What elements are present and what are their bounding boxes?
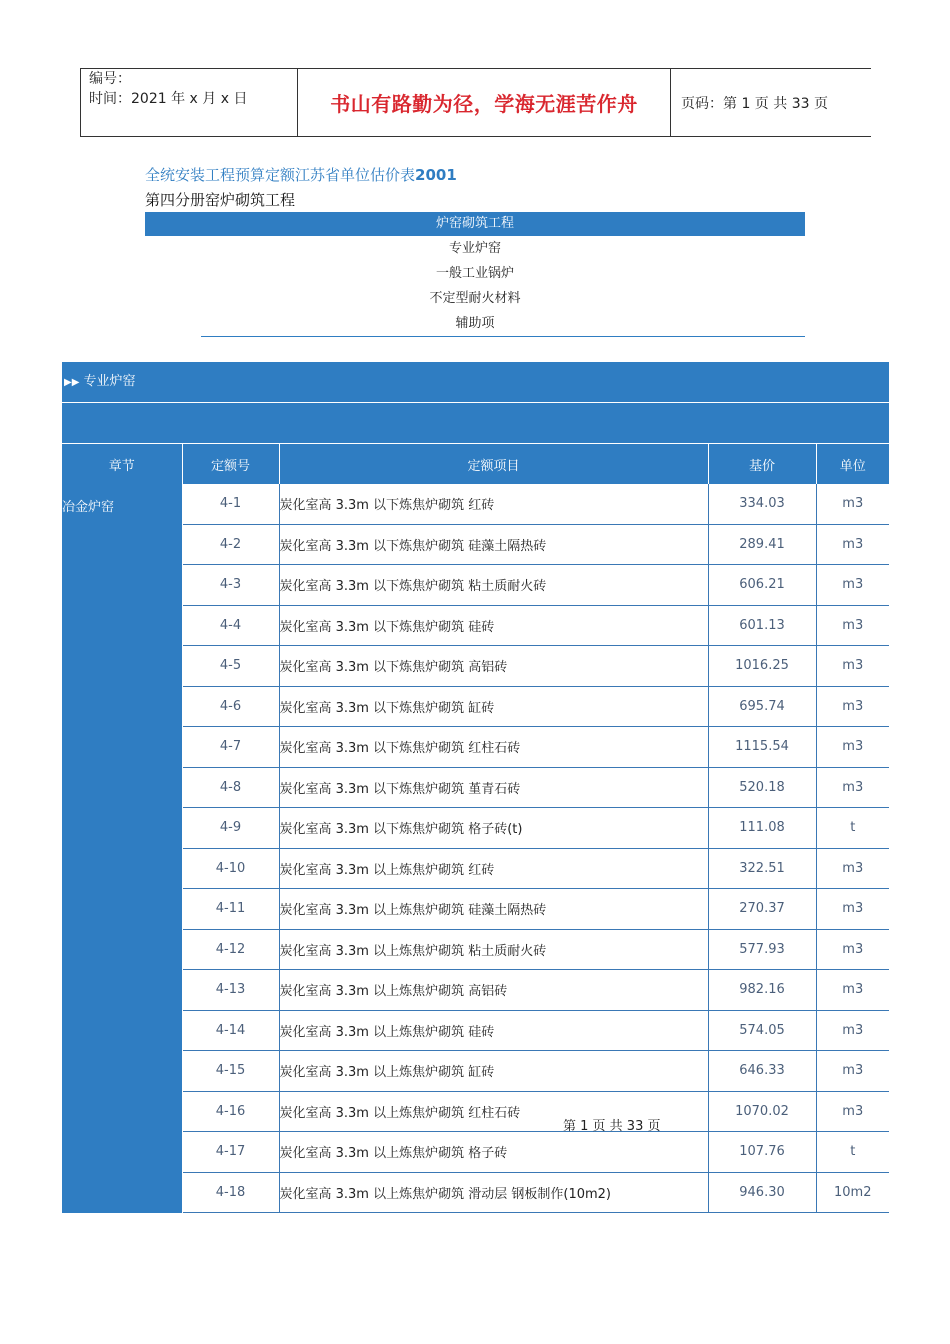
item-cell[interactable]: 炭化室高 3.3m 以下炼焦炉砌筑 格子砖(t) (279, 808, 708, 849)
table-row[interactable] (62, 1132, 889, 1173)
price-cell: 1070.02 (708, 1091, 816, 1132)
code-cell: 4-9 (182, 808, 279, 849)
table-row[interactable] (62, 565, 889, 606)
col-header-price: 基价 (708, 444, 816, 484)
table-row[interactable] (62, 524, 889, 565)
page-label: 页码：第 1 页 共 33 页 (681, 95, 828, 112)
unit-cell: m3 (816, 889, 889, 930)
item-cell[interactable]: 炭化室高 3.3m 以下炼焦炉砌筑 硅砖 (279, 605, 708, 646)
document-title-text: 全统安装工程预算定额江苏省单位估价表 (145, 166, 416, 184)
code-cell: 4-1 (182, 484, 279, 524)
nav-divider (201, 336, 805, 337)
number-label: 编号： (89, 71, 131, 87)
category-nav (145, 212, 805, 336)
item-cell[interactable]: 炭化室高 3.3m 以下炼焦炉砌筑 粘土质耐火砖 (279, 565, 708, 606)
price-cell: 577.93 (708, 929, 816, 970)
price-cell: 289.41 (708, 524, 816, 565)
table-row[interactable] (62, 1010, 889, 1051)
price-cell: 601.13 (708, 605, 816, 646)
unit-cell: m3 (816, 1091, 889, 1132)
code-cell: 4-10 (182, 848, 279, 889)
item-cell[interactable]: 炭化室高 3.3m 以下炼焦炉砌筑 缸砖 (279, 686, 708, 727)
nav-item-unshaped-refractory[interactable]: 不定型耐火材料 (429, 291, 521, 306)
nav-item-auxiliary[interactable]: 辅助项 (455, 316, 495, 331)
price-cell: 1016.25 (708, 646, 816, 687)
code-cell: 4-15 (182, 1051, 279, 1092)
nav-item-industrial-boiler[interactable]: 一般工业锅炉 (435, 266, 514, 281)
unit-cell: m3 (816, 524, 889, 565)
unit-cell: m3 (816, 484, 889, 524)
panel-spacer-bar (62, 403, 889, 444)
unit-cell: m3 (816, 970, 889, 1011)
col-header-code: 定额号 (182, 444, 279, 484)
unit-cell: m3 (816, 727, 889, 768)
col-header-item: 定额项目 (279, 444, 708, 484)
table-row[interactable] (62, 929, 889, 970)
code-cell: 4-7 (182, 727, 279, 768)
panel-title: 专业炉窑 (83, 374, 136, 389)
price-cell: 982.16 (708, 970, 816, 1011)
price-cell: 695.74 (708, 686, 816, 727)
unit-cell: m3 (816, 929, 889, 970)
price-cell: 574.05 (708, 1010, 816, 1051)
item-cell[interactable]: 炭化室高 3.3m 以上炼焦炉砌筑 滑动层 钢板制作(10m2) (279, 1172, 708, 1213)
code-cell: 4-8 (182, 767, 279, 808)
panel-title-bar[interactable] (62, 362, 889, 403)
table-row[interactable] (62, 727, 889, 768)
table-header-row (62, 444, 889, 484)
code-cell: 4-14 (182, 1010, 279, 1051)
unit-cell: m3 (816, 565, 889, 606)
table-row[interactable] (62, 848, 889, 889)
item-cell[interactable]: 炭化室高 3.3m 以上炼焦炉砌筑 红砖 (279, 848, 708, 889)
price-cell: 946.30 (708, 1172, 816, 1213)
item-cell[interactable]: 炭化室高 3.3m 以上炼焦炉砌筑 红柱石砖 (279, 1091, 708, 1132)
code-cell: 4-11 (182, 889, 279, 930)
double-chevron-right-icon: ▶▶ (64, 377, 80, 388)
rate-panel (62, 362, 889, 1213)
code-cell: 4-4 (182, 605, 279, 646)
item-cell[interactable]: 炭化室高 3.3m 以下炼焦炉砌筑 硅藻土隔热砖 (279, 524, 708, 565)
code-cell: 4-18 (182, 1172, 279, 1213)
unit-cell: m3 (816, 646, 889, 687)
price-cell: 270.37 (708, 889, 816, 930)
item-cell[interactable]: 炭化室高 3.3m 以上炼焦炉砌筑 粘土质耐火砖 (279, 929, 708, 970)
table-row[interactable] (62, 767, 889, 808)
document-subtitle: 第四分册窑炉砌筑工程 (145, 191, 296, 209)
unit-cell: m3 (816, 1010, 889, 1051)
table-row[interactable] (62, 646, 889, 687)
table-row[interactable] (62, 484, 889, 524)
table-row[interactable] (62, 889, 889, 930)
header-meta (81, 69, 298, 136)
time-label: 时间：2021 年 x 月 x 日 (89, 91, 248, 107)
unit-cell: m3 (816, 686, 889, 727)
unit-cell: m3 (816, 848, 889, 889)
document-title-year: 2001 (415, 166, 457, 184)
price-cell: 107.76 (708, 1132, 816, 1173)
table-row[interactable] (62, 1051, 889, 1092)
rate-table (62, 444, 889, 1213)
item-cell[interactable]: 炭化室高 3.3m 以下炼焦炉砌筑 堇青石砖 (279, 767, 708, 808)
code-cell: 4-3 (182, 565, 279, 606)
table-row[interactable] (62, 808, 889, 849)
table-row[interactable] (62, 1091, 889, 1132)
code-cell: 4-2 (182, 524, 279, 565)
item-cell[interactable]: 炭化室高 3.3m 以上炼焦炉砌筑 格子砖 (279, 1132, 708, 1173)
table-row[interactable] (62, 686, 889, 727)
item-cell[interactable]: 炭化室高 3.3m 以上炼焦炉砌筑 硅藻土隔热砖 (279, 889, 708, 930)
unit-cell: m3 (816, 1051, 889, 1092)
header-box (80, 68, 871, 137)
item-cell[interactable]: 炭化室高 3.3m 以上炼焦炉砌筑 高铝砖 (279, 970, 708, 1011)
price-cell: 111.08 (708, 808, 816, 849)
unit-cell: t (816, 808, 889, 849)
nav-item-special-kiln[interactable]: 专业炉窑 (448, 241, 501, 256)
price-cell: 646.33 (708, 1051, 816, 1092)
code-cell: 4-16 (182, 1091, 279, 1132)
table-row[interactable] (62, 605, 889, 646)
unit-cell: 10m2 (816, 1172, 889, 1213)
nav-head[interactable]: 炉窑砌筑工程 (145, 212, 805, 236)
document-title (145, 164, 457, 185)
item-cell[interactable]: 炭化室高 3.3m 以上炼焦炉砌筑 缸砖 (279, 1051, 708, 1092)
item-cell[interactable]: 炭化室高 3.3m 以上炼焦炉砌筑 硅砖 (279, 1010, 708, 1051)
code-cell: 4-13 (182, 970, 279, 1011)
item-cell[interactable]: 炭化室高 3.3m 以下炼焦炉砌筑 红柱石砖 (279, 727, 708, 768)
code-cell: 4-5 (182, 646, 279, 687)
motto: 书山有路勤为径，学海无涯苦作舟 (298, 69, 671, 136)
table-row[interactable] (62, 970, 889, 1011)
code-cell: 4-12 (182, 929, 279, 970)
unit-cell: t (816, 1132, 889, 1173)
col-header-chapter: 章节 (62, 444, 182, 484)
price-cell: 520.18 (708, 767, 816, 808)
item-cell[interactable]: 炭化室高 3.3m 以下炼焦炉砌筑 红砖 (279, 484, 708, 524)
unit-cell: m3 (816, 767, 889, 808)
code-cell: 4-17 (182, 1132, 279, 1173)
page-footer: 第 1 页 共 33 页 (563, 1119, 661, 1134)
table-row[interactable] (62, 1172, 889, 1213)
price-cell: 1115.54 (708, 727, 816, 768)
item-cell[interactable]: 炭化室高 3.3m 以下炼焦炉砌筑 高铝砖 (279, 646, 708, 687)
unit-cell: m3 (816, 605, 889, 646)
price-cell: 322.51 (708, 848, 816, 889)
price-cell: 334.03 (708, 484, 816, 524)
col-header-unit: 单位 (816, 444, 889, 484)
price-cell: 606.21 (708, 565, 816, 606)
code-cell: 4-6 (182, 686, 279, 727)
section-cell: 冶金炉窑 (62, 484, 182, 1213)
